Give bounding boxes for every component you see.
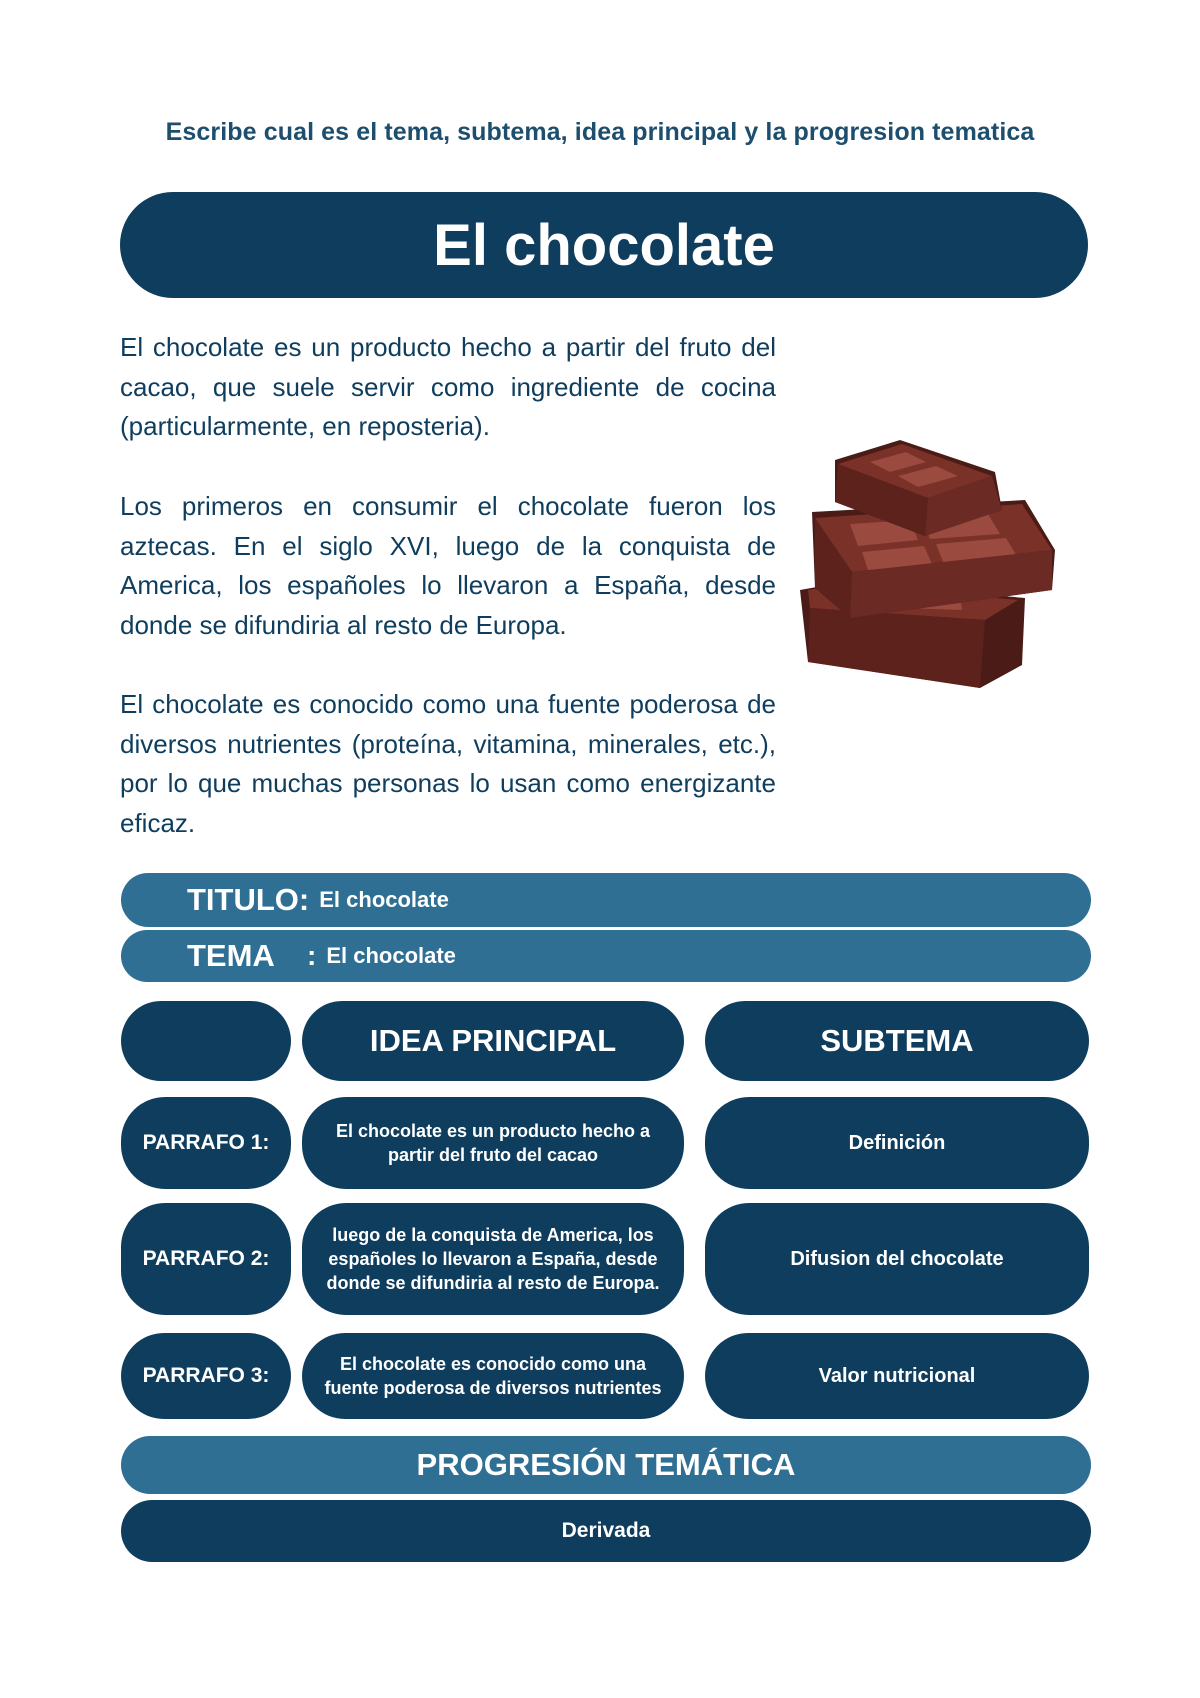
tema-bar: [121, 930, 1091, 982]
empty-header-cell: [121, 1001, 291, 1081]
progresion-tematica-value: Derivada: [121, 1500, 1091, 1562]
tema-label: TEMA: [187, 938, 275, 973]
parrafo-3-subtema: Valor nutricional: [705, 1333, 1089, 1419]
paragraph-2: Los primeros en consumir el chocolate fueron los aztecas. En el siglo XVI, luego de la conquista de America, los españoles lo llevaron a España, desde donde se difundiria al resto de Europa.: [120, 491, 776, 641]
progresion-tematica-header: PROGRESIÓN TEMÁTICA: [121, 1436, 1091, 1494]
parrafo-1-label: PARRAFO 1:: [121, 1097, 291, 1189]
parrafo-1-idea: El chocolate es un producto hecho a partir del fruto del cacao: [302, 1097, 684, 1189]
parrafo-1-subtema: Definición: [705, 1097, 1089, 1189]
chocolate-bars-illustration: [790, 440, 1070, 700]
titulo-bar: [121, 873, 1091, 927]
titulo-value: El chocolate: [319, 887, 449, 912]
parrafo-2-idea: luego de la conquista de America, los españoles lo llevaron a España, desde donde se difundiria al resto de Europa.: [302, 1203, 684, 1315]
tema-value: El chocolate: [326, 943, 456, 968]
subtema-header: SUBTEMA: [705, 1001, 1089, 1081]
page-title: El chocolate: [120, 192, 1088, 298]
idea-principal-header: IDEA PRINCIPAL: [302, 1001, 684, 1081]
paragraph-1: El chocolate es un producto hecho a partir del fruto del cacao, que suele servir como ingrediente de cocina (particularmente, en reposteria).: [120, 332, 776, 442]
instruction-text: Escribe cual es el tema, subtema, idea principal y la progresion tematica: [165, 118, 1035, 146]
parrafo-2-subtema: Difusion del chocolate: [705, 1203, 1089, 1315]
tema-colon: :: [307, 940, 317, 971]
parrafo-2-label: PARRAFO 2:: [121, 1203, 291, 1315]
paragraph-3: El chocolate es conocido como una fuente poderosa de diversos nutrientes (proteína, vitamina, minerales, etc.), por lo que muchas personas lo usan como energizante eficaz.: [120, 689, 776, 839]
parrafo-3-label: PARRAFO 3:: [121, 1333, 291, 1419]
parrafo-3-idea: El chocolate es conocido como una fuente poderosa de diversos nutrientes: [302, 1333, 684, 1419]
titulo-label: TITULO:: [187, 882, 310, 917]
